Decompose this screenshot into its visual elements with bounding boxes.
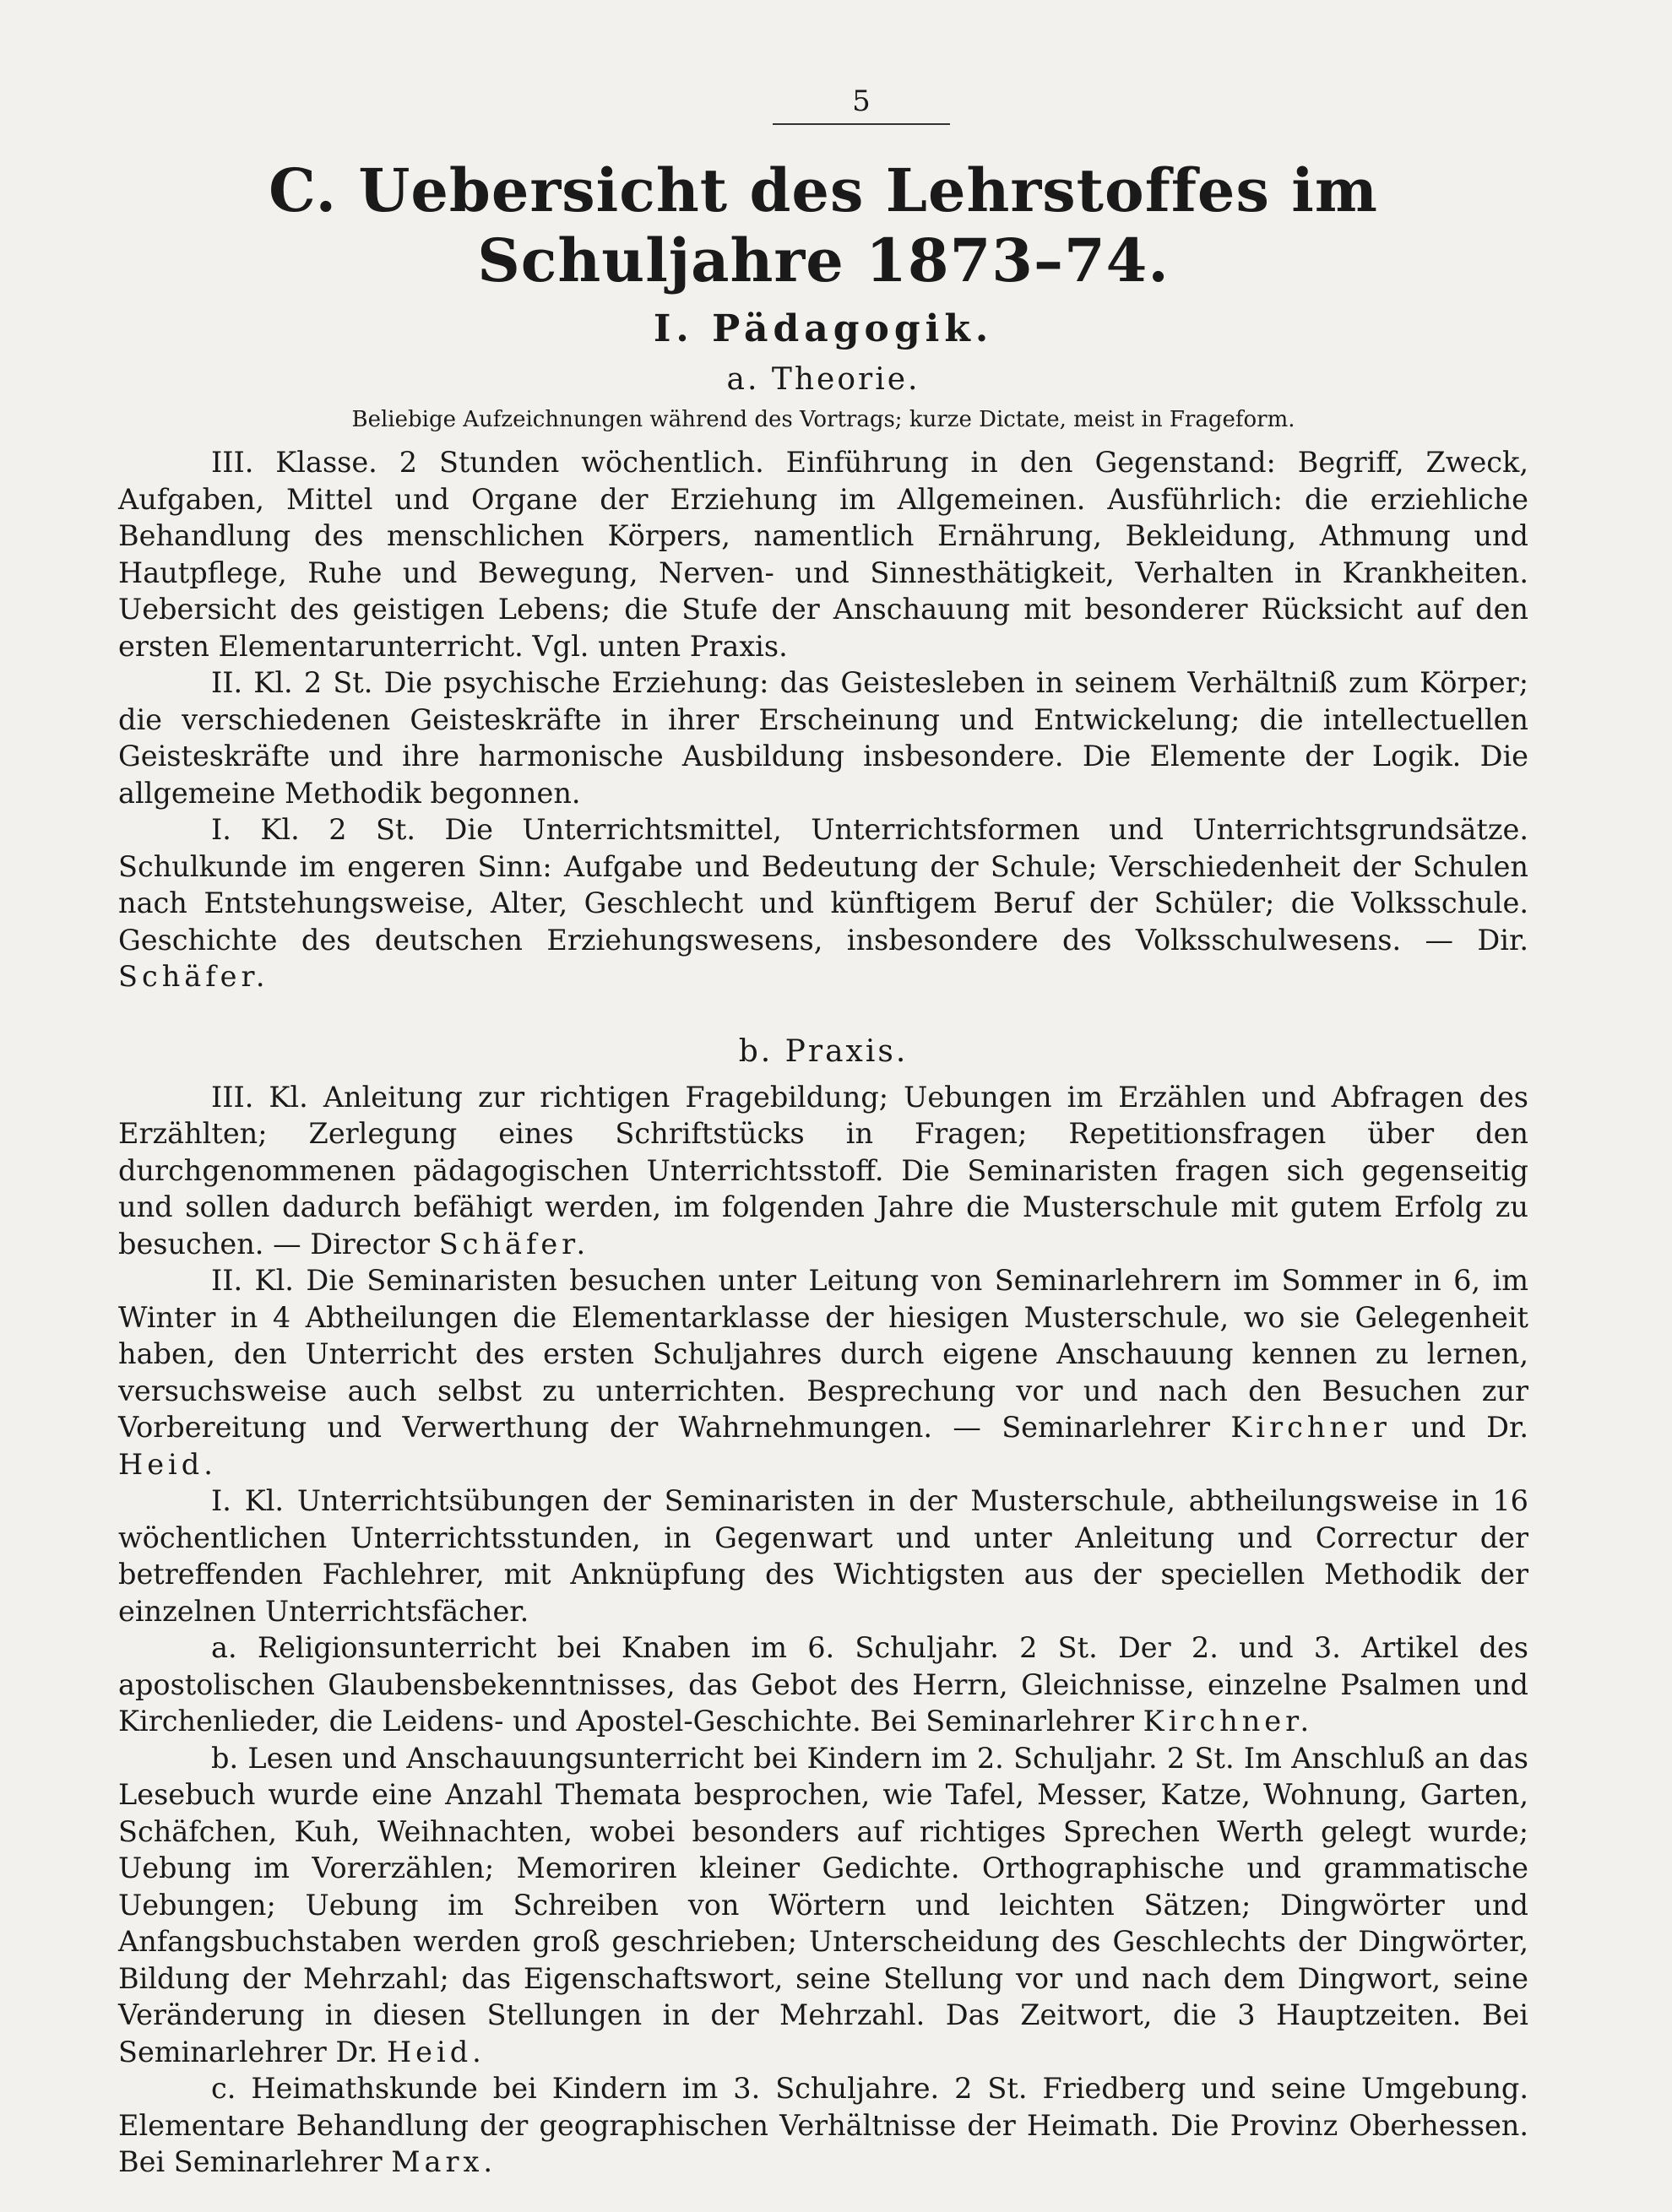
praxis-paragraph-heimathskunde	[118, 2070, 1528, 2181]
subheading-praxis: b. Praxis.	[738, 1033, 909, 1069]
section-heading-paedagogik: I. Pädagogik.	[653, 307, 994, 350]
theory-paragraph-klasse-2: II. Kl. 2 St. Die psychische Erziehung: das Geistesleben in seinem Verhältniß zum Körper; die verschiedenen Geisteskräfte in ihrer Erscheinung und Entwickelung; die intellectuellen Geisteskräfte und ihre harmonische Ausbildung insbesondere. Die Elemente der Logik. Die allgemeine Methodik begonnen.	[118, 666, 1528, 810]
teacher-name: Kirchner.	[1143, 1705, 1314, 1738]
paragraph-text: I. Kl. 2 St. Die Unterrichtsmittel, Unterrichtsformen und Unterrichtsgrundsätze. Schulkunde im engeren Sinn: Aufgabe und Bedeutung der Schule; Verschiedenheit der Schulen nach Entstehungsweise, Alter, Geschlecht und künftigem Beruf der Schüler; die Volksschule. Geschichte des deutschen Erziehungswesens, insbesondere des Volksschulwesens. — Dir.	[118, 813, 1528, 957]
paragraph-text: c. Heimathskunde bei Kindern im 3. Schuljahre. 2 St. Friedberg und seine Umgebung. Elementare Behandlung der geographischen Verhältnisse der Heimath. Die Provinz Oberhessen. Bei Seminarlehrer	[118, 2072, 1528, 2178]
paragraph-text: a. Religionsunterricht bei Knaben im 6. Schuljahr. 2 St. Der 2. und 3. Artikel des apostolischen Glaubensbekenntnisses, das Gebot des Herrn, Gleichnisse, einzelne Psalmen und Kirchenlieder, die Leidens- und Apostel-Geschichte. Bei Seminarlehrer	[118, 1631, 1528, 1738]
paragraph-text: III. Kl. Anleitung zur richtigen Fragebildung; Uebungen im Erzählen und Abfragen des Erzählten; Zerlegung eines Schriftstücks in Fragen; Repetitionsfragen über den durchgenommenen pädagogischen Unterrichtsstoff. Die Seminaristen fragen sich gegenseitig und sollen dadurch befähigt werden, im folgenden Jahre die Musterschule mit gutem Erfolg zu besuchen. — Director	[118, 1080, 1528, 1261]
page-title: C. Uebersicht des Lehrstoffes im Schuljahre 1873–74.	[269, 155, 1378, 295]
teacher-name: Schäfer.	[438, 1227, 590, 1261]
teacher-name: Heid.	[386, 2035, 486, 2068]
teacher-name: Heid.	[118, 1447, 217, 1481]
section-gap	[118, 995, 1528, 1034]
paragraph-text: b. Lesen und Anschauungsunterricht bei Kindern im 2. Schuljahr. 2 St. Im Anschluß an das Lesebuch wurde eine Anzahl Themata besprochen, wie Tafel, Messer, Katze, Wohnung, Garten, Schäfchen, Kuh, Weihnachten, wobei besonders auf richtiges Sprechen Werth gelegt wurde; Uebung im Vorerzählen; Memoriren kleiner Gedichte. Orthographische und grammatische Uebungen; Uebung im Schreiben von Wörtern und leichten Sätzen; Dingwörter und Anfangsbuchstaben werden groß geschrieben; Unterscheidung des Geschlechts der Dingwörter, Bildung der Mehrzahl; das Eigenschaftswort, seine Stellung vor und nach dem Dingwort, seine Veränderung in diesen Stellungen in der Mehrzahl. Das Zeitwort, die 3 Hauptzeiten. Bei Seminarlehrer Dr.	[118, 1741, 1528, 2068]
praxis-paragraph-klasse-2	[118, 1262, 1528, 1483]
praxis-paragraph-lesen	[118, 1740, 1528, 2071]
theory-paragraph-klasse-1	[118, 811, 1528, 995]
subheading-theorie: a. Theorie.	[726, 362, 920, 397]
teacher-name: Kirchner	[1230, 1411, 1391, 1444]
praxis-paragraph-religion	[118, 1629, 1528, 1740]
theory-note: Beliebige Aufzeichnungen während des Vortrags; kurze Dictate, meist in Frageform.	[351, 407, 1295, 432]
theory-paragraph-klasse-3: III. Klasse. 2 Stunden wöchentlich. Einführung in den Gegenstand: Begriff, Zweck, Aufgaben, Mittel und Organe der Erziehung im Allgemeinen. Ausführlich: die erziehliche Behandlung des menschlichen Körpers, namentlich Ernährung, Bekleidung, Athmung und Hautpflege, Ruhe und Bewegung, Nerven- und Sinnesthätigkeit, Verhalten in Krankheiten. Uebersicht des geistigen Lebens; die Stufe der Anschauung mit besonderer Rücksicht auf den ersten Elementarunterricht. Vgl. unten Praxis.	[118, 446, 1528, 663]
page-number: 5	[852, 84, 871, 118]
teacher-name: Marx.	[391, 2145, 497, 2178]
praxis-paragraph-klasse-3	[118, 1079, 1528, 1263]
paragraph-text: und Dr.	[1390, 1411, 1528, 1444]
praxis-paragraph-klasse-1: I. Kl. Unterrichtsübungen der Seminaristen in der Musterschule, abtheilungsweise in 16 wöchentlichen Unterrichtsstunden, in Gegenwart und unter Anleitung und Correctur der betreffenden Fachlehrer, mit Anknüpfung des Wichtigsten aus der speciellen Methodik der einzelnen Unterrichtsfächer.	[118, 1484, 1528, 1628]
teacher-name: Schäfer.	[118, 960, 269, 993]
header-rule	[773, 123, 950, 125]
paragraph-text: II. Kl. Die Seminaristen besuchen unter Leitung von Seminarlehrern im Sommer in 6, im Winter in 4 Abtheilungen die Elementarklasse der hiesigen Musterschule, wo sie Gelegenheit haben, den Unterricht des ersten Schuljahres durch eigene Anschauung kennen zu lernen, versuchsweise auch selbst zu unterrichten. Besprechung vor und nach den Besuchen zur Vorbereitung und Verwerthung der Wahrnehmungen. — Seminarlehrer	[118, 1264, 1528, 1444]
